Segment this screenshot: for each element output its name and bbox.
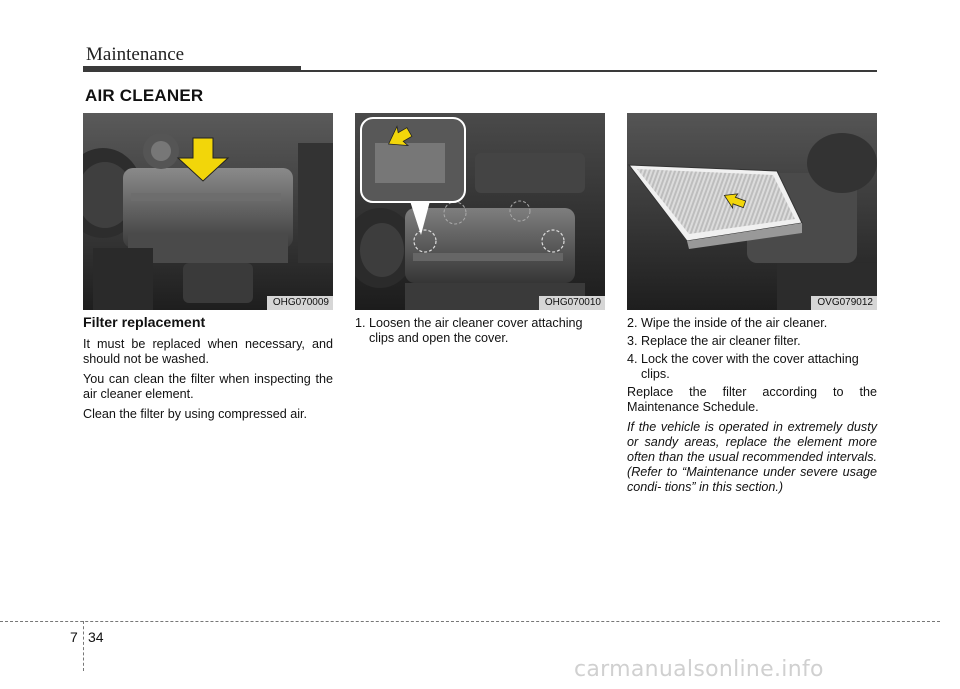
figure-code: OHG070010 bbox=[539, 296, 605, 310]
figure-code: OHG070009 bbox=[267, 296, 333, 310]
paragraph: It must be replaced when necessary, and should not be washed. bbox=[83, 337, 333, 366]
watermark: carmanualsonline.info bbox=[574, 657, 824, 682]
column-2 bbox=[355, 316, 605, 349]
figure-engine-bay-3 bbox=[627, 113, 877, 310]
figure-engine-bay-2 bbox=[355, 113, 605, 310]
step-2: 2. Wipe the inside of the air cleaner. bbox=[627, 316, 828, 330]
step-3: 3. Replace the air cleaner filter. bbox=[627, 334, 801, 348]
header-rule-thick bbox=[83, 66, 301, 72]
figure-engine-bay-1 bbox=[83, 113, 333, 310]
chapter-number: 7 bbox=[70, 629, 78, 645]
page-number: 34 bbox=[88, 629, 104, 645]
column-1 bbox=[83, 316, 333, 427]
footer-rule bbox=[0, 621, 940, 622]
column-3 bbox=[627, 316, 877, 500]
subheading-filter-replacement: Filter replacement bbox=[83, 315, 206, 331]
paragraph: Clean the filter by using compressed air. bbox=[83, 407, 307, 421]
footer-divider bbox=[83, 621, 84, 671]
figure-code: OVG079012 bbox=[811, 296, 877, 310]
header-rule-thin bbox=[301, 70, 877, 72]
header-title: Maintenance bbox=[86, 44, 185, 65]
section-title: AIR CLEANER bbox=[85, 86, 204, 105]
paragraph: You can clean the filter when inspecting the air cleaner element. bbox=[83, 372, 333, 401]
step-1: 1. Loosen the air cleaner cover attaching clips and open the cover. bbox=[355, 316, 583, 345]
italic-note: If the vehicle is operated in extremely dusty or sandy areas, replace the element more often than the usual recommended intervals. (Refer to “Maintenance under severe usage condi- tions” in this section.) bbox=[627, 420, 877, 494]
paragraph: Replace the filter according to the Maintenance Schedule. bbox=[627, 385, 877, 414]
step-4: 4. Lock the cover with the cover attaching clips. bbox=[627, 352, 859, 381]
